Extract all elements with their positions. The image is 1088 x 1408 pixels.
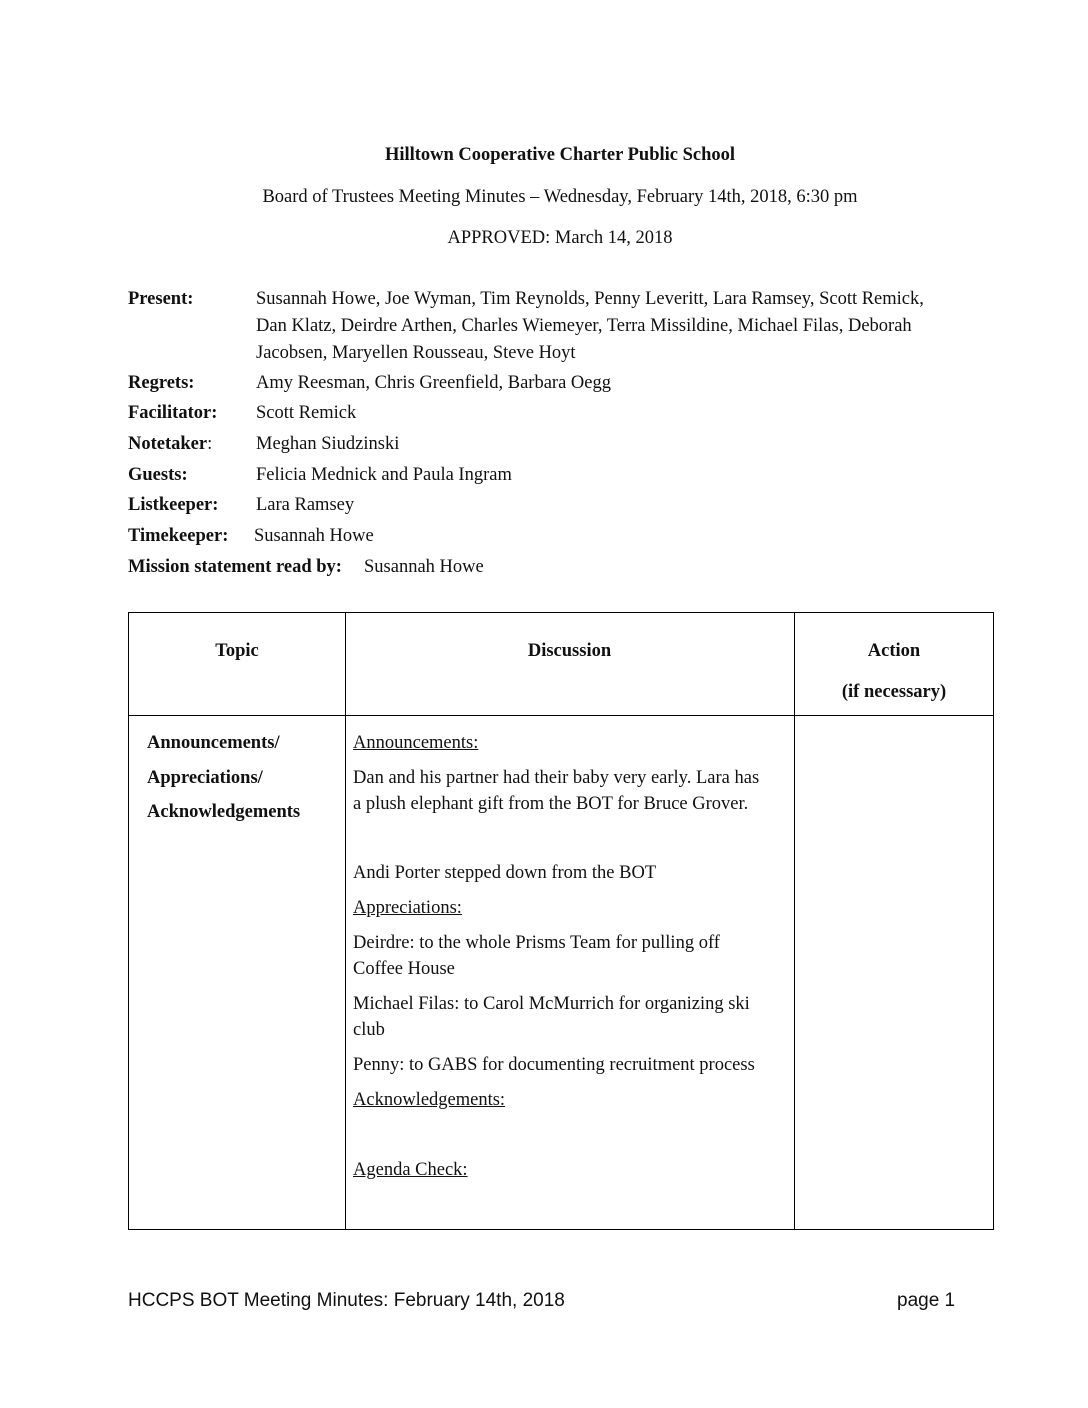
header-action-sub: (if necessary) (841, 682, 947, 702)
header-action: Action (867, 641, 921, 661)
timekeeper-label: Timekeeper: (128, 526, 229, 546)
notetaker-value: Meghan Siudzinski (256, 434, 400, 454)
approved-date: APPROVED: March 14, 2018 (447, 228, 673, 248)
discussion-text: Coffee House (353, 959, 455, 979)
discussion-text: Penny: to GABS for documenting recruitment process (353, 1055, 755, 1075)
footer-title: HCCPS BOT Meeting Minutes: February 14th, 2018 (128, 1290, 565, 1311)
guests-label: Guests: (128, 465, 188, 485)
discussion-text: a plush elephant gift from the BOT for Bruce Grover. (353, 794, 749, 814)
acknowledgements-heading: Acknowledgements: (353, 1090, 506, 1110)
guests-value: Felicia Mednick and Paula Ingram (256, 465, 512, 485)
header-topic: Topic (215, 641, 259, 661)
topic-line: Acknowledgements (147, 802, 301, 822)
school-name: Hilltown Cooperative Charter Public School (384, 145, 736, 165)
agenda-check-heading: Agenda Check: (353, 1160, 468, 1180)
header-divider (129, 715, 993, 716)
mission-value: Susannah Howe (364, 557, 484, 577)
listkeeper-value: Lara Ramsey (256, 495, 355, 515)
discussion-text: Michael Filas: to Carol McMurrich for organizing ski (353, 994, 750, 1014)
page-number: page 1 (897, 1290, 956, 1311)
discussion-text: Andi Porter stepped down from the BOT (353, 863, 657, 883)
topic-line: Announcements/ (147, 733, 280, 753)
announcements-heading: Announcements: (353, 733, 479, 753)
mission-label: Mission statement read by: (128, 557, 342, 577)
discussion-text: Deirdre: to the whole Prisms Team for pulling off (353, 933, 720, 953)
present-line: Dan Klatz, Deirdre Arthen, Charles Wiemeyer, Terra Missildine, Michael Filas, Deborah (256, 316, 912, 336)
header-discussion: Discussion (527, 641, 612, 661)
facilitator-value: Scott Remick (256, 403, 357, 423)
notetaker-label (128, 433, 212, 455)
regrets-label: Regrets: (128, 373, 195, 393)
notetaker-colon: : (207, 434, 213, 454)
regrets-value: Amy Reesman, Chris Greenfield, Barbara Oegg (256, 373, 611, 393)
present-label: Present: (128, 289, 194, 309)
notetaker-label-text: Notetaker (128, 434, 208, 454)
discussion-text: Dan and his partner had their baby very early. Lara has (353, 768, 760, 788)
appreciations-heading: Appreciations: (353, 898, 462, 918)
meeting-title: Board of Trustees Meeting Minutes – Wednesday, February 14th, 2018, 6:30 pm (262, 187, 858, 207)
present-line: Jacobsen, Maryellen Rousseau, Steve Hoyt (256, 343, 576, 363)
topic-line: Appreciations/ (147, 768, 263, 788)
timekeeper-value: Susannah Howe (254, 526, 374, 546)
column-divider (345, 613, 346, 1229)
column-divider (794, 613, 795, 1229)
listkeeper-label: Listkeeper: (128, 495, 219, 515)
facilitator-label: Facilitator: (128, 403, 218, 423)
discussion-text: club (353, 1020, 385, 1040)
minutes-table (128, 612, 994, 1230)
present-line: Susannah Howe, Joe Wyman, Tim Reynolds, Penny Leveritt, Lara Ramsey, Scott Remick, (256, 289, 924, 309)
